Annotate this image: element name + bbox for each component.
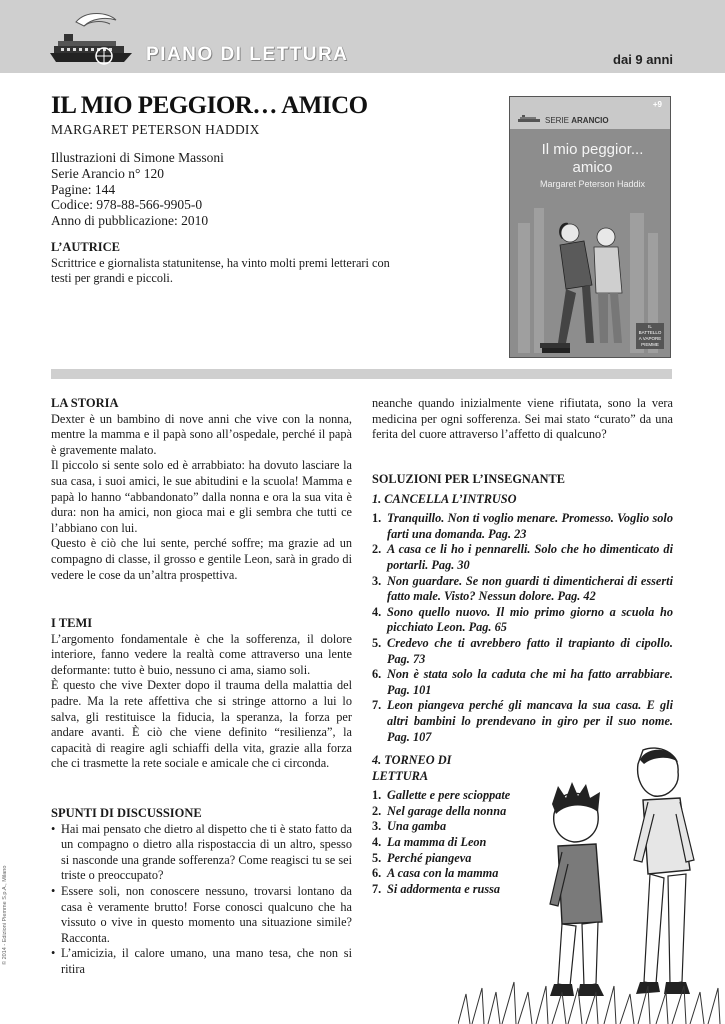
temi-paragraph: L’argomento fondamentale è che la sofferenza, il dolore interiore, fanno vedere la realtà come attraverso una lente deformante: tutto è buio, nessuno ci ama, siamo soli. bbox=[51, 631, 352, 677]
autrice-section bbox=[51, 240, 411, 287]
soluzioni-heading: SOLUZIONI PER L’INSEGNANTE bbox=[372, 472, 565, 486]
storia-section bbox=[51, 396, 352, 583]
meta-illustrator: Illustrazioni di Simone Massoni bbox=[51, 150, 224, 165]
spunti-item: • Hai mai pensato che dietro al dispetto che ti è stato fatto da un compagno o dietro alla rispostaccia di un altro, spesso si nasconde una grande sofferenza? Come reagisci tu se sei triste o preoccupato? bbox=[51, 821, 352, 883]
age-label: dai 9 anni bbox=[613, 52, 673, 67]
cancella-item: 4. Sono quello nuovo. Il mio primo giorno a scuola ho picchiato Leon. Pag. 65 bbox=[372, 604, 673, 635]
spunti-section bbox=[51, 806, 352, 978]
copyright-notice: © 2014 - Edizioni Piemme S.p.A., Milano bbox=[2, 865, 8, 965]
autrice-text: Scrittrice e giornalista statunitense, ha vinto molti premi letterari con testi per grandi e piccoli. bbox=[51, 255, 390, 285]
temi-heading: I TEMI bbox=[51, 616, 93, 630]
storia-paragraph: Dexter è un bambino di nove anni che vive con la nonna, mentre la mamma e il papà sono all’ospedale, perché il papà è gravemente malato. bbox=[51, 411, 352, 457]
temi-section bbox=[51, 616, 352, 772]
torneo-heading: 4. TORNEO DI LETTURA bbox=[372, 753, 452, 783]
storia-paragraph: Questo è ciò che lui sente, perché soffre; ma grazie ad un compagno di classe, il grosso e gentile Leon, sarà in grado di vedere le cose da un’altra prospettiva. bbox=[51, 536, 352, 582]
steamboat-icon bbox=[516, 111, 542, 125]
spunti-list bbox=[51, 822, 352, 978]
meta-series: Serie Arancio n° 120 bbox=[51, 165, 164, 181]
storia-heading: LA STORIA bbox=[51, 396, 119, 410]
book-title: IL MIO PEGGIOR… AMICO bbox=[51, 92, 368, 119]
book-meta bbox=[51, 150, 224, 229]
spunti-heading: SPUNTI DI DISCUSSIONE bbox=[51, 806, 202, 820]
meta-pages: Pagine: 144 bbox=[51, 181, 116, 197]
cancella-item: 3. Non guardare. Se non guardi ti dimenticherai di esserti fatto male. Visto? Nessun dolore. Pag. 42 bbox=[372, 573, 673, 604]
cover-age: +9 bbox=[652, 100, 662, 109]
cover-series: SERIE ARANCIO bbox=[545, 116, 609, 125]
cancella-list bbox=[372, 511, 673, 745]
spunti-continuation-text: neanche quando inizialmente viene rifiutata, sono la vera medicina per ogni sofferenza. Sei mai stato “curato” da una ferita del cuore attraverso l’affetto di qualcuno? bbox=[372, 396, 673, 442]
cancella-heading: 1. CANCELLA L’INTRUSO bbox=[372, 491, 517, 506]
series-title: PIANO DI LETTURA bbox=[146, 44, 349, 65]
cancella-item: 5. Credevo che ti avrebbero fatto il trapianto di cipollo. Pag. 73 bbox=[372, 635, 673, 666]
temi-paragraph: È questo che vive Dexter dopo il trauma della malattia del padre. Ma la rete affettiva che si stringe attorno a lui lo salva, gli restituisce la fiducia, la speranza, la forza per andare avanti. È ciò che viene definito “resilienza”, la capacità di reagire agli schiaffi della vita, grazie alla forza che ci trasmette la rete sociale e amicale che ci circonda. bbox=[51, 678, 352, 771]
book-author: MARGARET PETERSON HADDIX bbox=[51, 122, 260, 137]
soluzioni-section bbox=[372, 472, 673, 745]
torneo-item: 4. La mamma di Leon bbox=[372, 834, 487, 849]
section-divider bbox=[51, 369, 672, 379]
autrice-heading: L’AUTRICE bbox=[51, 240, 121, 254]
meta-code: Codice: 978-88-566-9905-0 bbox=[51, 197, 203, 213]
torneo-item: 3. Una gamba bbox=[372, 819, 447, 834]
torneo-item: 7. Si addormenta e russa bbox=[372, 881, 501, 896]
cancella-item: 1. Tranquillo. Non ti voglio menare. Promesso. Voglio solo farti una domanda. Pag. 23 bbox=[372, 511, 673, 541]
cover-author: Margaret Peterson Haddix bbox=[539, 179, 646, 189]
cancella-item: 6. Non è stata solo la caduta che mi ha fatto arrabbiare. Pag. 101 bbox=[372, 667, 673, 697]
spunti-item: • Essere soli, non conoscere nessuno, trovarsi lontano da casa è veramente brutto! Forse conosci qualcuno che ha vissuto o vive in questo momento una situazione simile? Racconta. bbox=[51, 883, 352, 945]
boys-illustration bbox=[458, 742, 725, 1024]
storia-paragraph: Il piccolo si sente solo ed è arrabbiato: ha dovuto lasciare la sua casa, i suoi amici, le sue abitudini e la scuola! Mamma e papà lo hanno “abbandonato” dalla nonna e ora la sua vita è dura: non ha amici, non gioca mai e gli sembra che tutti ce l’abbiano con lui. bbox=[51, 458, 352, 535]
cover-title: Il mio peggior... amico bbox=[541, 141, 644, 176]
publisher-badge: IL BATTELLO A VAPORE PIEMME bbox=[636, 323, 664, 349]
book-cover bbox=[509, 96, 671, 358]
header-band bbox=[0, 0, 725, 73]
spunti-item: • L’amicizia, il calore umano, una mano tesa, che non si ritira bbox=[51, 946, 352, 976]
cancella-item: 2. A casa ce li ho i pennarelli. Solo che ho dimenticato di portarli. Pag. 30 bbox=[372, 542, 673, 572]
torneo-item: 5. Perché piangeva bbox=[372, 850, 472, 865]
torneo-item: 6. A casa con la mamma bbox=[372, 866, 499, 881]
torneo-item: 2. Nel garage della nonna bbox=[372, 803, 507, 818]
meta-year: Anno di pubblicazione: 2010 bbox=[51, 213, 209, 229]
spunti-continuation bbox=[372, 396, 673, 442]
cancella-item: 7. Leon piangeva perché gli mancava la sua casa. E gli altri bambini lo prendevano in giro per il suo nome. Pag. 107 bbox=[372, 698, 673, 744]
torneo-item: 1. Gallette e pere scioppate bbox=[372, 788, 511, 803]
steamboat-icon bbox=[46, 8, 138, 70]
